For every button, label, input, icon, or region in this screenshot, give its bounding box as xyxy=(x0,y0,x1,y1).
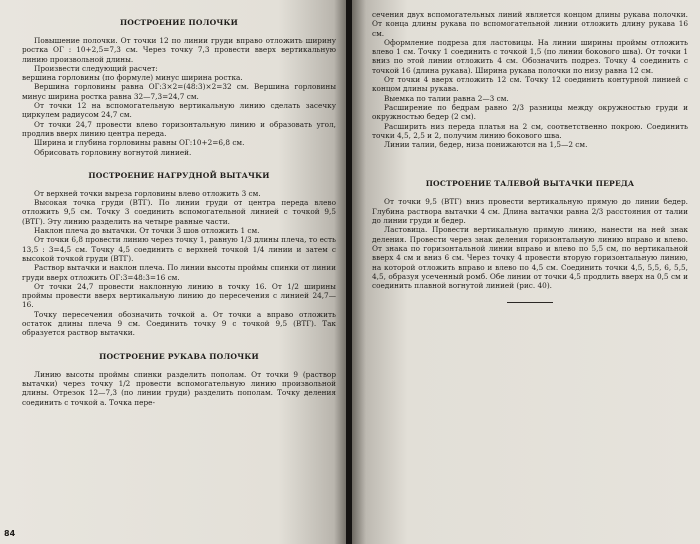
paragraph: Наклон плеча до вытачки. От точки 3 шов отложить 1 см. xyxy=(34,226,260,236)
paragraph: Линии талии, бедер, низа понижаются на 1,5—2 см. xyxy=(384,140,588,150)
paragraph: вершина горловины (по формуле) минус ширина ростка. xyxy=(22,73,243,83)
paragraph: Ластовица. Провести вертикальную прямую линию, нанести на ней знак деления. Провести через знак деления горизонтальную линию вправо и влево. От знака по горизонтальной линии вправо и влево по 5,5 см, по вертикальной вверх 4 см и вниз 6 см. Через точку 4 провести вторую горизонтальную линию, на которой отложить вправо и влево по 4,5 см. Соединить точки 4,5, 5,5, 6, 5,5, 4,5, образуя усеченный ромб. Обе линии от точки 4,5 продлить вверх на 0,5 см и соединить плавной вогнутой линией (рис. 40). xyxy=(372,225,688,291)
paragraph: Раствор вытачки и наклон плеча. По линии высоты проймы спинки от линии груди вверх отложить ОГ:3=48:3=16 см. xyxy=(22,263,336,282)
paragraph: От точки 24,7 провести влево горизонтальную линию и образовать угол, продлив вверх линию центра переда. xyxy=(22,119,336,138)
section-heading: ПОСТРОЕНИЕ РУКАВА ПОЛОЧКИ xyxy=(99,351,259,361)
section-divider xyxy=(507,302,553,303)
left-page xyxy=(0,0,348,544)
section-bust-dart xyxy=(22,171,336,338)
paragraph: Повышение полочки. От точки 12 по линии груди вправо отложить ширину ростка ОГ : 10+2,5=7,3 см. Через точку 7,3 провести вверх вертикальную линию произвольной длины. xyxy=(22,36,336,64)
section-heading: ПОСТРОЕНИЕ ПОЛОЧКИ xyxy=(119,18,239,27)
section-continuation xyxy=(372,10,688,149)
page-number: 84 xyxy=(4,529,16,538)
paragraph: Высокая точка груди (ВТГ). По линии груди от центра переда влево отложить 9,5 см. Точку 3 соединить вспомогательной линией с точкой 9,5 (ВТГ). Эту линию разделить на четыре равные части. xyxy=(22,198,336,226)
paragraph: Линию высоты проймы спинки разделить пополам. От точки 9 (раствор вытачки) через точку 1/2 провести вспомогательную линию произвольной длины. Отрезок 12—7,3 (по линии груди) разделить пополам. Точку деления соединить с точкой а. Точка пере- xyxy=(22,369,336,407)
paragraph: сечения двух вспомогательных линий является концом длины рукава полочки. От конца длины рукава по вспомогательной линии отложить длину рукава 16 см. xyxy=(372,10,688,38)
right-page xyxy=(352,0,700,544)
paragraph: Вершина горловины равна ОГ:3×2=(48:3)×2=32 см. Вершина горловины минус ширина ростка равна 32—7,3=24,7 см. xyxy=(22,82,336,101)
paragraph: От точки 6,8 провести линию через точку 1, равную 1/3 длины плеча, то есть 13,5 : 3=4,5 см. Точку 4,5 соединить с верхней точкой 1/4 линии и затем с высокой точкой груди (ВТГ). xyxy=(22,235,336,263)
paragraph: От точки 24,7 провести наклонную линию в точку 16. От 1/2 ширины проймы провести вверх вертикальную линию до пересечения с линией 24,7—16. xyxy=(22,281,336,310)
paragraph: От точки 12 на вспомогательную вертикальную линию сделать засечку циркулем радиусом 24,7 см. xyxy=(22,101,336,120)
paragraph: Произвести следующий расчет: xyxy=(34,63,158,73)
paragraph: От точки 4 вверх отложить 12 см. Точку 12 соединить контурной линией с концом длины рукава. xyxy=(372,75,688,94)
paragraph: Обрисовать горловину вогнутой линией. xyxy=(34,147,192,157)
paragraph: Ширина и глубина горловины равны ОГ:10+2=6,8 см. xyxy=(34,138,245,148)
paragraph: От точки 9,5 (ВТГ) вниз провести вертикальную прямую до линии бедер. Глубина раствора вытачки 4 см. Длина вытачки равна 2/3 расстояния от талии до линии груди и бедер. xyxy=(372,197,688,226)
section-waist-dart xyxy=(372,179,688,290)
section-sleeve xyxy=(22,352,336,407)
paragraph: Выемка по талии равна 2—3 см. xyxy=(384,93,509,103)
paragraph: От верхней точки выреза горловины влево отложить 3 см. xyxy=(34,188,261,198)
section-bodice xyxy=(22,18,336,157)
section-heading: ПОСТРОЕНИЕ НАГРУДНОЙ ВЫТАЧКИ xyxy=(88,170,270,180)
paragraph: Расширить низ переда платья на 2 см, соответственно покрою. Соединить точки 4,5, 2,5 и 2, получим линию бокового шва. xyxy=(372,121,688,140)
paragraph: Точку пересечения обозначить точкой а. От точки а вправо отложить остаток длины плеча 9 см. Соединить точку 9 с точкой 9,5 (ВТГ). Так образуется раствор вытачки. xyxy=(22,309,336,338)
section-heading: ПОСТРОЕНИЕ ТАЛЕВОЙ ВЫТАЧКИ ПЕРЕДА xyxy=(425,179,635,189)
paragraph: Расширение по бедрам равно 2/3 разницы между окружностью груди и окружностью бедер (2 см). xyxy=(372,102,688,122)
paragraph: Оформление подреза для ластовицы. На линии ширины проймы отложить влево 1 см. Точку 1 соединить с точкой 1,5 (по линии бокового шва). От точки 1 вниз по этой линии отложить 4 см. Обозначить подрез. Точку 4 соединить с точкой 16 (длина рукава). Ширина рукава полочки по низу равна 12 см. xyxy=(372,37,688,75)
